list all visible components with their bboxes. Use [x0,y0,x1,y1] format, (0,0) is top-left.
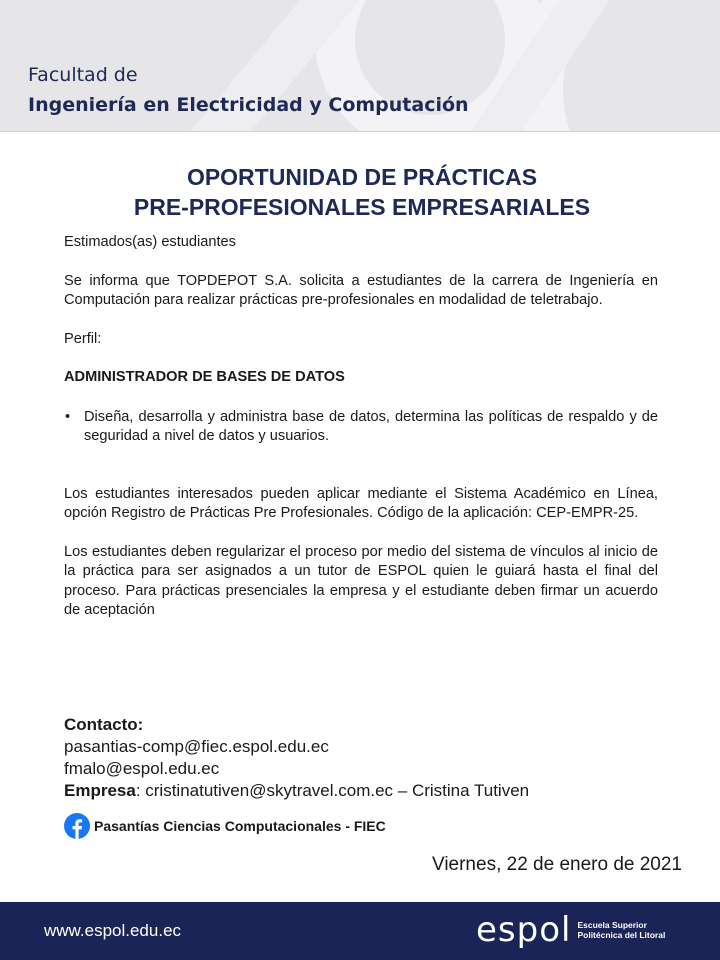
header-divider [0,131,720,132]
greeting: Estimados(as) estudiantes [64,234,236,250]
faculty-line-2: Ingeniería en Electricidad y Computación [28,94,469,116]
page-title [0,162,720,222]
page-header [0,0,720,132]
process-paragraph: Los estudiantes deben regularizar el proceso por medio del sistema de vínculos al inicio de la práctica para ser asignados a un tutor de ESPOL quien le guiará hasta el final del proceso. Para prácticas presenciales la empresa y el estudiante deben firmar un acuerdo de aceptación [64,543,658,618]
facebook-link[interactable] [64,813,386,839]
apply-paragraph: Los estudiantes interesados pueden aplicar mediante el Sistema Académico en Línea, opción Registro de Prácticas Pre Profesionales. Código de la aplicación: CEP-EMPR-25. [64,485,658,521]
title-line-2: PRE-PROFESIONALES EMPRESARIALES [133,194,591,220]
contact-email-2[interactable]: fmalo@espol.edu.ec [64,759,220,778]
role-description: Diseña, desarrolla y administra base de datos, determina las políticas de respaldo y de seguridad a nivel de datos y usuarios. [84,408,658,444]
contact-email-1[interactable]: pasantias-comp@fiec.espol.edu.ec [64,737,329,756]
facebook-page-name: Pasantías Ciencias Computacionales - FIEC [94,818,386,834]
title-line-1: OPORTUNIDAD DE PRÁCTICAS [186,164,538,190]
facebook-icon [64,813,90,839]
contact-label: Contacto: [64,715,144,734]
page-footer [0,902,720,960]
espol-logo-sub-line-2: Politécnica del Litoral [577,930,666,940]
espol-logo [476,911,665,949]
website-link[interactable]: www.espol.edu.ec [44,921,182,940]
profile-label: Perfil: [64,330,102,347]
faculty-line-1: Facultad de [28,64,138,86]
espol-logo-word: espol [476,910,572,950]
role-description-item [64,408,658,447]
contact-section [64,714,529,802]
intro-paragraph: Se informa que TOPDEPOT S.A. solicita a estudiantes de la carrera de Ingeniería en Computación para realizar prácticas pre-profesionales en modalidad de teletrabajo. [64,272,658,308]
announcement-body [64,233,658,621]
company-contact [64,780,529,802]
bullet-marker: • [65,408,71,425]
role-title: ADMINISTRADOR DE BASES DE DATOS [64,369,345,385]
publication-date: Viernes, 22 de enero de 2021 [431,854,682,875]
espol-logo-subtitle [577,920,665,940]
espol-logo-sub-line-1: Escuela Superior [577,920,647,930]
company-label: Empresa [64,781,136,800]
company-contact-value[interactable]: : cristinatutiven@skytravel.com.ec – Cristina Tutiven [135,781,530,800]
